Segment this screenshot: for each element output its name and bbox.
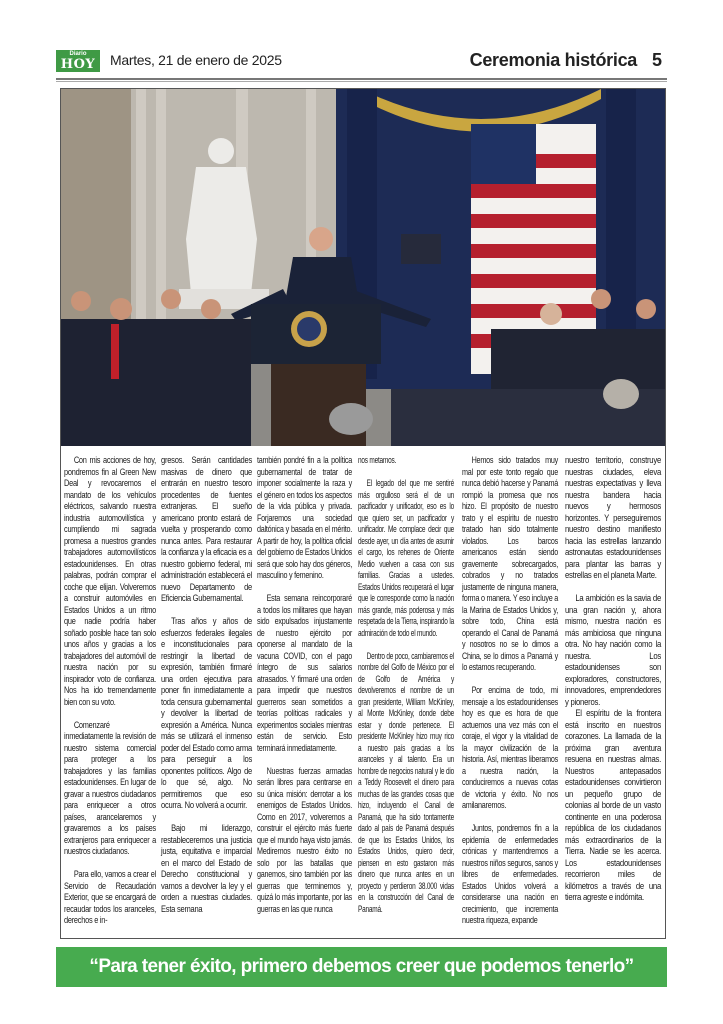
paragraph: también pondré fin a la política gubernamental de tratar de imponer socialmente la raza y el género en todos los aspectos de la vida pública y privada. Forjaremos una sociedad daltónica y basada en el mérito. A partir de hoy, la política oficial del gobierno de Estados Unidos será que solo hay dos géneros, masculino y femenino. — [257, 455, 352, 580]
article-column-1 — [64, 455, 156, 927]
article-column-4 — [358, 455, 454, 915]
paragraph: Nuestras fuerzas armadas serán libres para centrarse en su única misión: derrotar a los enemigos de Estados Unidos. Como en 2017, volveremos a construir el ejército más fuerte que el mundo haya visto jamás. Mediremos nuestro éxito no solo por las batallas que ganemos, sino también por las guerras que terminemos y, quizá lo más importante, por las guerras en las que nunca — [257, 765, 352, 914]
paragraph: Por encima de todo, mi mensaje a los estadounidenses hoy es que es hora de que actuemos una vez más con el coraje, el vigor y la vitalidad de la mayor civilización de la historia. Así, mientras liberamos a nuestra nación, la conduciremos a nuevas cotas de victoria y éxito. No nos amilanaremos. — [462, 685, 558, 810]
paragraph: Para ello, vamos a crear el Servicio de Recaudación Exterior, que se encargará de recaudar todos los aranceles, derechos e in- — [64, 869, 156, 925]
page-number: 5 — [652, 50, 663, 70]
paragraph: Bajo mi liderazgo, restableceremos una justicia justa, equitativa e imparcial en el marco del Estado de Derecho constitucional y vamos a devolver la ley y el orden a nuestras ciudades. Esta semana — [161, 823, 252, 914]
paragraph: Dentro de poco, cambiaremos el nombre del Golfo de México por el de Golfo de América y devolveremos el nombre de un gran presidente, William McKinley, al Monte McKinley, donde debe estar y donde pertenece. El presidente McKinley hizo muy rico a nuestro país gracias a los aranceles y al talento. Era un hombre de negocios natural y le dio a Teddy Roosevelt el dinero para muchas de las grandes cosas que hizo, incluyendo el Canal de Panamá, que ha sido tontamente dado al país de Panamá después de que los Estados Unidos, los Estados Unidos, quiero decir, piensen en esto gastaron más dinero que nunca antes en un proyecto y perdieron 38.000 vidas en la construcción del Canal de Panamá. — [358, 650, 454, 914]
paragraph: Juntos, pondremos fin a la epidemia de enfermedades crónicas y mantendremos a nuestros niños seguros, sanos y libres de enfermedades. Estados Unidos volverá a considerarse una nación en crecimiento, que incrementa nuestra riqueza, expande — [462, 823, 558, 925]
logo-small-text: Diario — [69, 51, 87, 57]
issue-date: Martes, 21 de enero de 2025 — [110, 52, 282, 68]
newspaper-logo — [56, 50, 100, 72]
paragraph: La ambición es la savia de una gran nación y, ahora mismo, nuestra nación es más ambiciosa que ninguna otra. No hay nación como la nuestra. Los estadounidenses son exploradores, constructores, innovadores, emprendedores y pioneros. — [565, 593, 661, 707]
paragraph: Comenzaré inmediatamente la revisión de nuestro sistema comercial para proteger a los trabajadores y las familias estadounidenses. En lugar de gravar a nuestros ciudadanos para enriquecer a otros países, arancelaremos y gravaremos a los países extranjeros para enriquecer a nuestros ciudadanos. — [64, 719, 156, 856]
paragraph: El legado del que me sentiré más orgulloso será el de un pacificador y unificador, eso es lo que quiero ser, un pacificador y unificador. Me complace decir que desde ayer, un día antes de asumir el cargo, los rehenes de Oriente Medio vuelven a casa con sus familias. Gracias a ustedes. Estados Unidos recuperará el lugar que le corresponde como la nación más grande, más poderosa y más respetada de la Tierra, inspirando la admiración de todo el mundo. — [358, 478, 454, 638]
logo-big-text: HOY — [60, 57, 96, 72]
paragraph: gresos. Serán cantidades masivas de dinero que entrarán en nuestro tesoro procedentes de fuentes extranjeras. El sueño americano pronto estará de vuelta y prosperando como nunca antes. Para restaurar la confianza y la eficacia es a nuestro gobierno federal, mi administración establecerá el nuevo Departamento de Eficiencia Gubernamental. — [161, 455, 252, 603]
article-column-6 — [565, 455, 661, 904]
article-column-2 — [161, 455, 252, 915]
pull-quote-banner: “Para tener éxito, primero debemos creer que podemos tenerlo” — [56, 947, 667, 987]
article-column-5 — [462, 455, 558, 927]
paragraph: Tras años y años de esfuerzos federales ilegales e inconstitucionales para restringir la libertad de expresión, también firmaré una orden ejecutiva para poner fin inmediatamente a toda censura gubernamental y devolver la libertad de expresión a América. Nunca más se utilizará el inmenso poder del Estado como arma para perseguir a los oponentes políticos. Algo de lo que sé, algo. No permitiremos que eso ocurra. No volverá a ocurrir. — [161, 616, 252, 810]
photo-illustration — [61, 89, 665, 446]
paragraph: nos metamos. — [358, 455, 397, 465]
paragraph: nuestro territorio, construye nuestras ciudades, eleva nuestras expectativas y lleva nuestra bandera hacia nuevos y hermosos horizontes. Y perseguiremos nuestro destino manifiesto hacia las estrellas lanzando astronautas estadounidenses para plantar las barras y estrellas en el planeta Marte. — [565, 455, 661, 580]
header-rule-thin — [56, 81, 667, 82]
paragraph: Esta semana reincorporaré a todos los militares que hayan sido expulsados injustamente de nuestro ejército por oponerse al mandato de la vacuna COVID, con el pago íntegro de sus salarios atrasados. Y firmaré una orden para impedir que nuestros guerreros sean sometidos a teorías políticas radicales y experimentos sociales mientras están de servicio. Esto terminará inmediatamente. — [257, 593, 352, 753]
paragraph: Con mis acciones de hoy, pondremos fin al Green New Deal y revocaremos el mandato de los vehículos eléctricos, salvando nuestra industria automovilística y cumpliendo mi sagrada promesa a nuestros grandes trabajadores automovilísticos estadounidenses. En otras palabras, podrán comprar el coche que elijan. Volveremos a construir automóviles en Estados Unidos a un ritmo que nadie podría haber soñado posible hace tan solo unos años y gracias a los trabajadores del automóvil de nuestra nación por su inspirador voto de confianza. Nos ha ido tremendamente bien con su voto. — [64, 455, 156, 707]
section-title: Ceremonia histórica — [469, 50, 637, 70]
inauguration-photo — [61, 89, 665, 446]
header-rule — [56, 78, 667, 80]
paragraph: El espíritu de la frontera está inscrito en nuestros corazones. La llamada de la próxima gran aventura resuena en nuestras almas. Nuestros antepasados estadounidenses convirtieron un pequeño grupo de colonias al borde de un vasto continente en una poderosa república de los ciudadanos más extraordinarios de la Tierra. Nadie se les acerca. Los estadounidenses recorrieron miles de kilómetros a través de una tierra agreste e indómita. — [565, 708, 661, 902]
article-column-3 — [257, 455, 352, 915]
paragraph: Hemos sido tratados muy mal por este tonto regalo que nunca debió hacerse y Panamá rompió la promesa que nos hizo. El propósito de nuestro trato y el espíritu de nuestro tratado han sido totalmente violados. Los barcos americanos están siendo gravemente sobrecargados, cobrados y no tratados justamente de ninguna manera, forma o manera. Y eso incluye a la Marina de Estados Unidos y, sobre todo, China está operando el Canal de Panamá y nosotros no se lo dimos a China, se lo dimos a Panamá y lo estamos recuperando. — [462, 455, 558, 672]
